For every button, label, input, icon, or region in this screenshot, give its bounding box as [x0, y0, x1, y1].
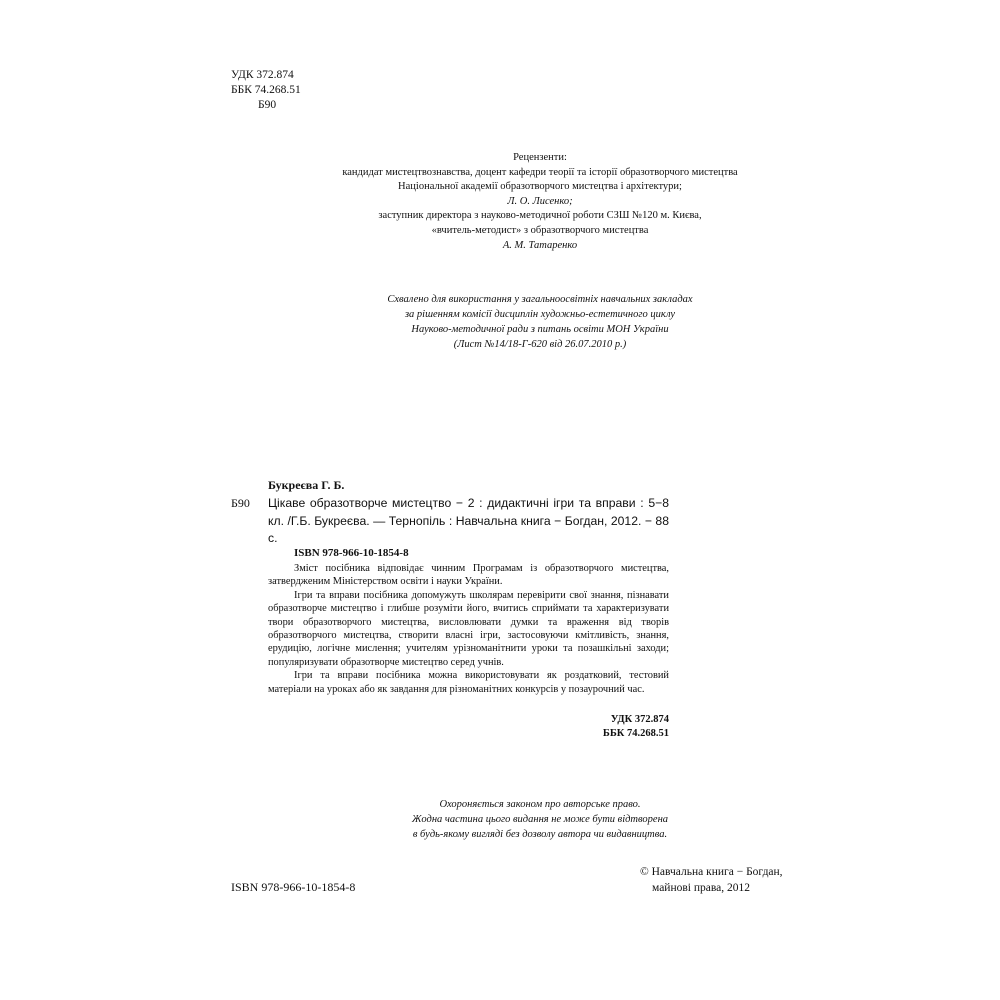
annotation-paragraph: Ігри та вправи посібника допомужуть школярам перевірити свої знання, пізнавати образотворче мистецтво і глибше розуміти його, вчитись сприймати та характеризувати твори образотворчого мистецтва, висловлювати думки та враження від творів образотворчого мистецтва, створити власні ігри, застосовуючи кмітливість, знання, ерудицію, логічне мислення; учителям урізноманітнити уроки та позашкільні заходи; популяризувати образотворче мистецтво серед учнів. [268, 589, 669, 668]
annotation-paragraph: Зміст посібника відповідає чинним Програмам із образотворчого мистецтва, затвердженим Міністерством освіти і науки України. [268, 563, 669, 588]
bibliographic-title: Цікаве образотворче мистецтво − 2 : дидактичні ігри та вправи : 5−8 кл. /Г.Б. Букреєва. — Тернопіль : Навчальна книга − Богдан, 2012. − 88 с. [268, 496, 669, 545]
book-author: Букреєва Г. Б. [268, 478, 345, 492]
copyright-notice [180, 797, 900, 842]
annotation-bbk: ББК 74.268.51 [602, 728, 669, 739]
publisher-copyright [640, 865, 783, 896]
reviewer-2-title: «вчитель-методист» з образотворчого мистецтва [431, 224, 649, 236]
reviewers-block [180, 151, 900, 253]
approval-line: Схвалено для використання у загальноосвітніх навчальних закладах [387, 294, 693, 305]
copyright-line: Охороняється законом про авторське право. [439, 799, 641, 810]
reviewer-2-name: А. М. Татаренко [502, 239, 578, 251]
reviewer-1-institution: Національної академії образотворчого мистецтва і архітектури; [398, 181, 682, 193]
approval-line: Науково-методичної ради з питань освіти МОН України [411, 324, 669, 335]
annotation-codes [520, 713, 669, 741]
publisher-line: © Навчальна книга − Богдан, [640, 866, 783, 878]
reviewers-heading: Рецензенти: [513, 152, 567, 163]
copyright-line: в будь-якому вигляді без дозволу автора чи видавництва. [412, 829, 668, 840]
footer-isbn: ISBN 978-966-10-1854-8 [231, 880, 356, 894]
author-mark: Б90 [258, 99, 277, 111]
bbk-code: ББК 74.268.51 [231, 84, 301, 96]
annotation-paragraph: Ігри та вправи посібника можна використовувати як роздатковий, тестовий матеріали на уроках або як завдання для різноманітних конкурсів у позаурочний час. [268, 670, 669, 695]
annotation [268, 562, 669, 696]
bibliographic-isbn: ISBN 978-966-10-1854-8 [294, 547, 409, 559]
reviewer-1-name: Л. О. Лисенко; [507, 195, 573, 207]
approval-letter: (Лист №14/18-Г-620 від 26.07.2010 р.) [453, 339, 627, 350]
annotation-udk: УДК 372.874 [610, 714, 669, 725]
reviewer-2-position: заступник директора з науково-методичної роботи СЗШ №120 м. Києва, [378, 210, 702, 222]
bibliographic-mark: Б90 [231, 496, 250, 510]
reviewer-1-position: кандидат мистецтвознавства, доцент кафедри теорії та історії образотворчого мистецтва [342, 166, 738, 178]
approval-block [180, 292, 900, 352]
udk-code: УДК 372.874 [231, 69, 294, 81]
rights-line: майнові права, 2012 [652, 881, 751, 894]
classification-codes [231, 68, 301, 113]
copyright-line: Жодна частина цього видання не може бути відтворена [411, 814, 669, 825]
approval-line: за рішенням комісії дисциплін художньо-естетичного циклу [404, 309, 676, 320]
